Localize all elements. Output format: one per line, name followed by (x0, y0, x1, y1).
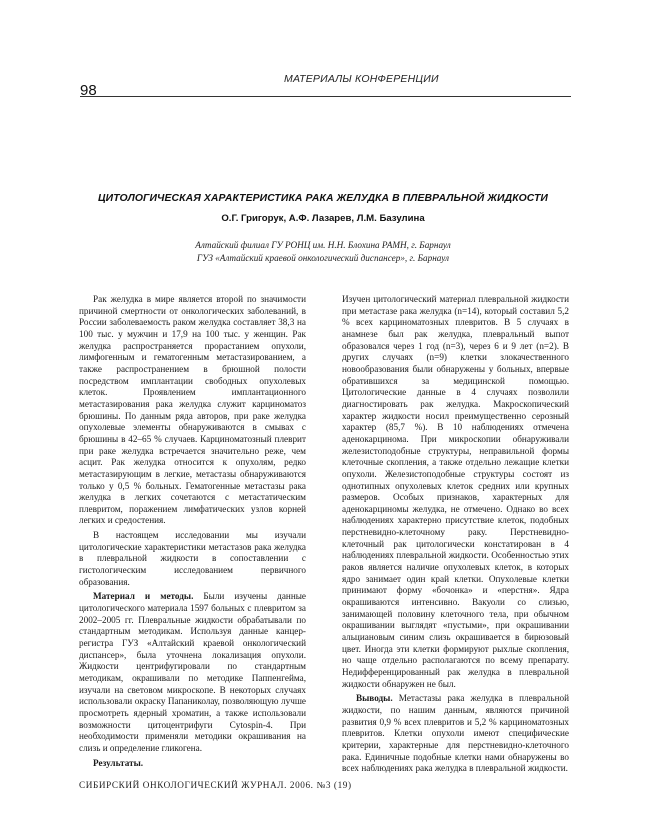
article-title: ЦИТОЛОГИЧЕСКАЯ ХАРАКТЕРИСТИКА РАКА ЖЕЛУДКА В ПЛЕВРАЛЬНОЙ ЖИДКОСТИ (97, 193, 548, 204)
intro-paragraph: Рак желудка в мире является второй по значимости причиной смертности от онкологических заболеваний, в России заболеваемость раком желудка составляет 38,3 на 100 тыс. у мужчин и 17,9 на 100 тыс. у женщин. Рак желудка распространяется прорастанием опухоли, лимфогенным и гематогенным метастазированием, а также распространением в брюшной полости посредством имплантации свободных опухолевых клеток. Проявлением имплантационного метастазирования рака желудка служит карциноматоз брюшины. По данным ряда авторов, при раке желудка опухолевые элементы обнаруживаются в смывах с брюшины в 42–65 % случаев. Карциноматозный плеврит при раке желудка встречается значительно реже, чем асцит. Рак желудка относится к опухолям, редко метастазирующим в легкие, метастазы обнаруживаются только у 0,5 % больных. Гематогенные метастазы рака желудка в легких сочетаются с метастатическим плевритом, поражением лимфатических узлов корней легких и средостения. (79, 294, 306, 526)
journal-footer: СИБИРСКИЙ ОНКОЛОГИЧЕСКИЙ ЖУРНАЛ. 2006. №3 (19) (79, 780, 352, 790)
conclusions-heading: Выводы. (356, 693, 393, 704)
aim-paragraph: В настоящем исследовании мы изучали цитологические характеристики метастазов рака желудка в плевральной жидкости в сопоставлении с гистологическим исследованием первичного образования. (79, 530, 306, 587)
results-heading: Результаты. (93, 757, 144, 768)
header-divider (80, 96, 571, 97)
results-paragraph (79, 758, 306, 770)
methods-text: Были изучены данные цитологического материала 1597 больных с плевритом за 2002–2005 гг. Плевральные жидкости обрабатывали по стандартным методикам. Используя данные канцер-регистра ГУЗ «Алтайский краевой онкологический диспансер», была уточнена локализация опухоли. Жидкости центрифугировали по стандартным методикам, окрашивали по методике Паппенгейма, изучали на световом микроскопе. В некоторых случаях использовали окраску Папаниколау, позволяющую лучше просмотреть ядерный хроматин, а также использовали возможности цитоцентрифуги Cytospin-4. При необходимости применяли методики окрашивания на слизь и определение гликогена. (79, 591, 306, 753)
methods-paragraph (79, 591, 306, 754)
conclusions-text: Метастазы рака желудка в плевральной жидкости, по нашим данным, являются причиной развития 0,9 % всех плевритов и 5,2 % карциноматозных плевритов. Клетки опухоли имеют специфические критерии, характерные для перстневидно-клеточного рака. Единичные подобные клетки нами обнаружены во всех наблюдениях рака желудка в плевральной жидкости. (342, 693, 569, 774)
affiliation-2: ГУЗ «Алтайский краевой онкологический диспансер», г. Барнаул (196, 253, 450, 263)
article-authors: О.Г. Григорук, А.Ф. Лазарев, Л.М. Базулина (221, 213, 425, 224)
affiliation-1: Алтайский филиал ГУ РОНЦ им. Н.Н. Блохина РАМН, г. Барнаул (195, 240, 451, 250)
methods-heading: Материал и методы. (93, 591, 194, 602)
running-header-section: МАТЕРИАЛЫ КОНФЕРЕНЦИИ (284, 73, 439, 85)
results-continued-paragraph: Изучен цитологический материал плевральной жидкости при метастазе рака желудка (n=14), который составил 5,2 % всех карциноматозных плевритов. В 5 случаях в анамнезе был рак желудка, плевральный выпот образовался через 1 год (n=3), через 6 и 9 лет (n=2). В других случаях (n=9) клетки злокачественного новообразования были обнаружены у больных, впервые обратившихся за медицинской помощью. Цитологические данные в 4 случаях позволили диагностировать рак желудка. Макроскопический характер жидкости носил преимущественно серозный характер (85,7 %). В 10 наблюдениях отмечена аденокарцинома. При микроскопии обнаруживали железистоподобные структуры, неправильной формы клеточные скопления, а также отдельно лежащие клетки опухоли. Железистоподобные структуры состоят из однотипных опухолевых клеток средних или крупных размеров. Особых признаков, характерных для аденокарциномы желудка, не отмечено. Однако во всех наблюдениях характерно присутствие клеток, подобных перстневидно-клеточному раку. Перстневидно-клеточный рак цитологически констатирован в 4 наблюдениях плевральной жидкости. Особенностью этих раков является наличие опухолевых клеток, в которых ядро занимает один край клетки. Опухолевые клетки принимают форму «бочонка» и «перстня». Ядра окрашиваются интенсивно. Вакуоли со слизью, занимающей половину клеточного тела, при обычном окрашивании выглядят «пустыми», при окрашивании альциановым синим слизь окрашивается в бирюзовый цвет. Иногда эти клетки формируют рыхлые скопления, но чаще отдельно располагаются по всему препарату. Недифференцированный рак желудка в плевральной жидкости обнаружен не был. (342, 294, 569, 689)
conclusions-paragraph (342, 693, 569, 775)
page-number: 98 (80, 82, 97, 99)
left-column (79, 294, 306, 769)
right-column (342, 294, 569, 775)
